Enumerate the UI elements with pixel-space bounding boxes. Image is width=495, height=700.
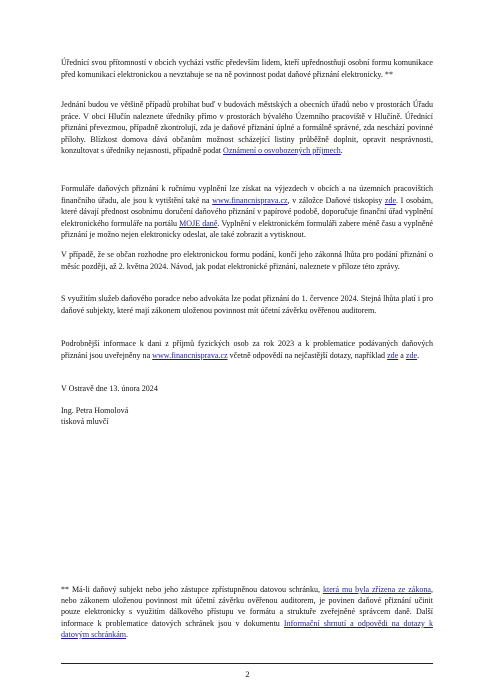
paragraph-text: . <box>417 350 420 360</box>
paragraph-text: a <box>400 350 404 360</box>
paragraph-text: Formuláře daňových přiznání k ručnímu vyplnění lze získat na výjezdech v obcích a na územních pracovištích finančního úřadu, ale jsou k vytištění také na <box>61 184 433 205</box>
paragraph-text: S využitím služeb daňového poradce nebo advokáta lze podat přiznání do 1. července 2024. Stejná lhůta platí i pro daňové subjekty, které mají zákonem uloženou povinnost mít účetní závěrku ověřenou auditorem. <box>61 294 433 315</box>
page-number: 2 <box>245 669 250 679</box>
paragraph-text: . Vyplnění v elektronickém formuláři zabere méně času a vyplněné přiznání je možno nejen elektronicky odeslat, ale také zobrazit a vytisknout. <box>61 218 434 239</box>
paragraph-electronic-deadline <box>61 249 433 272</box>
paragraph-text: . <box>340 146 343 155</box>
footnote-text: ** Má-li daňový subjekt nebo jeho zástupce zpřístupněnou datovou schránku, <box>61 585 321 594</box>
financnisprava-link[interactable]: www.financnisprava.cz <box>152 350 228 360</box>
footnote-text: . <box>126 629 129 639</box>
paragraph-text: Podrobnější informace k dani z příjmů fyzických osob za rok 2023 a k problematice podávaných daňových přiznání jsou uveřejněny na <box>61 339 433 360</box>
data-box-summary-link[interactable]: Informační shrnutí a odpovědi na dotazy k datovým schránkám <box>61 618 434 639</box>
paragraph-text: včetně odpovědí na nejčastější dotazy, například <box>229 350 386 360</box>
moje-dane-link[interactable]: MOJE daně <box>179 218 218 228</box>
paragraph-negotiations <box>61 99 433 157</box>
financnisprava-link[interactable]: www.financnisprava.cz <box>212 195 288 205</box>
footnote-text: , nebo zákonem uloženou povinnost mít účetní závěrku ověřenou auditorem, je povinen daňové přiznání učinit pouze elektronicky s využitím dálkového přístupu ve formátu a struktuře zveřejněné správcem daně. Další informace k problematice datových schránek jsou v dokumentu <box>61 585 433 628</box>
footnote <box>61 584 433 640</box>
signer-name: Ing. Petra Homolová <box>61 406 129 415</box>
faq-here-link-1[interactable]: zde <box>387 350 399 360</box>
footer-divider <box>61 663 433 664</box>
paragraph-text: . I osobám, které dávají přednost osobnímu doručení daňového přiznání v papírové podobě, doporučuje finanční úřad vyplnění elektronického formuláře na portálu <box>61 195 433 228</box>
date-line: V Ostravě dne 13. února 2024 <box>61 384 158 393</box>
paragraph-text: Jednání budou ve většině případů probíhat buď v budovách městských a obecních úřadů nebo v prostorách Úřadu práce. V obci Hlučín naleznete úředníky přímo v prostorách bývalého Územního pracoviště v Hlučíně. Úřednící přiznání převezmou, případně zkontrolují, zda je daňové přiznání úplné a formálně správné, zda neschází povinné přílohy. Blízkost domova dává občanům možnost scházející listiny průběžně doplnit, opravit nesprávnosti, konzultovat s úředníky nejasnosti, případně podat <box>61 100 433 155</box>
paragraph-officials-presence <box>61 57 433 80</box>
paragraph-forms <box>61 183 433 241</box>
tax-forms-here-link[interactable]: zde <box>384 195 397 205</box>
faq-here-link-2[interactable]: zde <box>405 350 418 360</box>
paragraph-text: V případě, že se občan rozhodne pro elektronickou formu podání, končí jeho zákonná lhůta pro podání přiznání o měsíc později, až 2. května 2024. Návod, jak podat elektronické přiznání, naleznete v příloze této zprávy. <box>61 250 433 271</box>
paragraph-text: , v záložce Daňové tiskopisy <box>287 195 383 205</box>
exempt-income-notice-link[interactable]: Oznámení o osvobozených příjmech <box>223 146 341 155</box>
paragraph-more-info <box>61 338 433 361</box>
data-box-by-law-link[interactable]: která mu byla zřízena ze zákona <box>322 585 431 594</box>
paragraph-text: Úřednící svou přítomností v obcích vychází vstříc především lidem, kteří upřednostňují osobní formu komunikace před komunikací elektronickou a nevztahuje se na ně povinnost podat daňové přiznání elektronicky. ** <box>61 58 433 79</box>
signer-role: tisková mluvčí <box>61 417 109 426</box>
paragraph-tax-advisor <box>61 293 433 316</box>
